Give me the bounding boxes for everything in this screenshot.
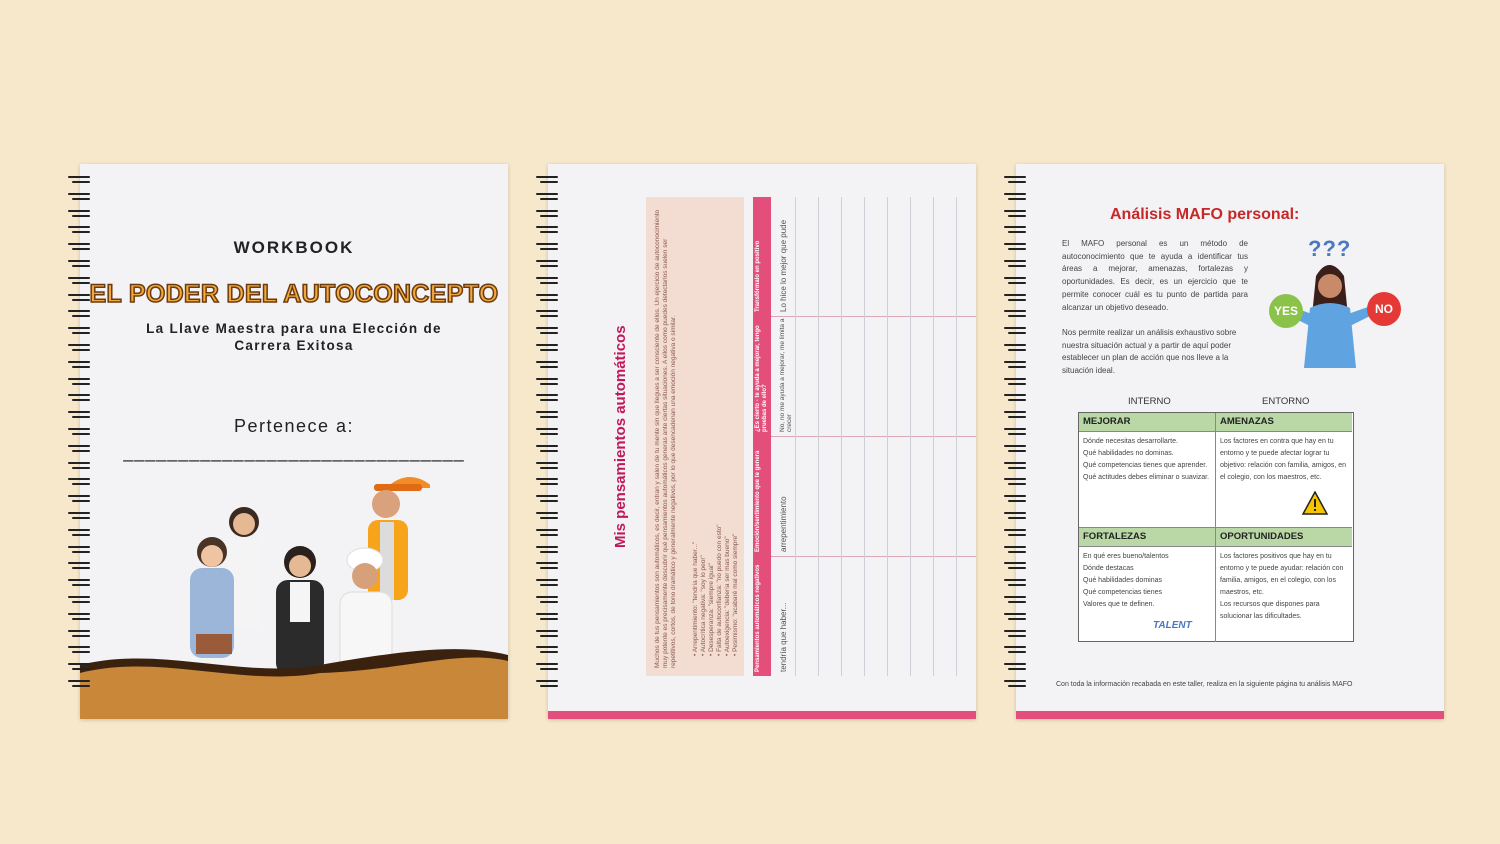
quadrant-line: Dónde destacas xyxy=(1083,565,1134,572)
spiral-coil xyxy=(68,546,90,554)
quadrant-strengths xyxy=(1079,528,1216,642)
example-cell: No, no me ayuda a mejorar, me limita a crecer xyxy=(779,318,793,432)
spiral-coil xyxy=(1004,344,1026,352)
yes-badge: YES xyxy=(1269,294,1303,328)
spiral-coil xyxy=(536,361,558,369)
example-cell: Lo hice lo mejor que pude xyxy=(779,219,788,312)
bullet-item: • Falta de autoconfianza: "no puedo con esto" xyxy=(716,524,723,656)
spiral-coil xyxy=(1004,193,1026,201)
bullet-item: • Autoexigencia: "debería ser mas bueno" xyxy=(724,536,731,656)
mafo-page xyxy=(1016,164,1444,719)
spiral-coil xyxy=(536,294,558,302)
cover-notebook xyxy=(68,164,509,719)
spiral-coil xyxy=(68,411,90,419)
spiral-coil xyxy=(68,630,90,638)
automatic-thoughts-page xyxy=(548,164,976,719)
bullet-item: • Autocrítica negativa: "soy lo peor" xyxy=(700,555,707,656)
spiral-coil xyxy=(68,344,90,352)
spiral-coil xyxy=(536,462,558,470)
row-line xyxy=(910,197,911,676)
spiral-coil xyxy=(68,663,90,671)
spiral-coil xyxy=(68,596,90,604)
column-header: ¿Es cierto - te ayuda a mejorar, tengo pruebas de ello? xyxy=(755,325,768,432)
spiral-coil xyxy=(536,210,558,218)
spiral-coil xyxy=(68,562,90,570)
spiral-coil xyxy=(1004,411,1026,419)
spiral-coil xyxy=(68,495,90,503)
spiral-coil xyxy=(1004,478,1026,486)
spiral-coil xyxy=(1004,428,1026,436)
quadrant-line: Dónde necesitas desarrollarte. xyxy=(1083,438,1178,445)
spiral-binding xyxy=(68,176,92,706)
spiral-coil xyxy=(68,394,90,402)
workbook-label: WORKBOOK xyxy=(233,238,355,257)
spiral-coil xyxy=(1004,613,1026,621)
bullet-item: • Desesperanza: "siempre igual" xyxy=(708,563,715,656)
spiral-coil xyxy=(536,630,558,638)
intro-box xyxy=(646,197,744,676)
spiral-coil xyxy=(1004,394,1026,402)
spiral-coil xyxy=(536,663,558,671)
mafo-purpose: Nos permite realizar un análisis exhaustivo sobre nuestra situación actual y a partir de aquí poder establecer un plan de acción que nos lleve a la situación ideal. xyxy=(1062,328,1237,376)
quadrant-improve xyxy=(1079,413,1216,528)
quadrant-title: FORTALEZAS xyxy=(1079,528,1215,547)
spiral-coil xyxy=(536,411,558,419)
quadrant-line: Valores que te definen. xyxy=(1083,601,1155,608)
quadrant-line: Los factores en contra que hay en tu entorno y te puede afectar lograr tu objetivo: relación con familia, amigos, en el colegio, con los maestros, etc. xyxy=(1220,438,1347,481)
talent-badge: TALENT xyxy=(1153,620,1192,631)
spiral-coil xyxy=(68,210,90,218)
spiral-coil xyxy=(68,294,90,302)
column-header: Transfórmalo en positivo xyxy=(755,240,761,312)
row-line xyxy=(818,197,819,676)
row-line xyxy=(956,197,957,676)
spiral-coil xyxy=(536,512,558,520)
spiral-coil xyxy=(536,579,558,587)
spiral-coil xyxy=(536,394,558,402)
spiral-coil xyxy=(1004,294,1026,302)
spiral-coil xyxy=(1004,680,1026,688)
row-line xyxy=(864,197,865,676)
spiral-coil xyxy=(536,613,558,621)
column-header: Emoción/sentimiento que te genera xyxy=(755,450,761,552)
spiral-coil xyxy=(68,478,90,486)
cover-page xyxy=(80,164,508,719)
spiral-coil xyxy=(536,646,558,654)
spiral-coil xyxy=(68,226,90,234)
spiral-coil xyxy=(536,310,558,318)
spiral-coil xyxy=(536,445,558,453)
row-line xyxy=(795,197,796,676)
spiral-coil xyxy=(536,243,558,251)
quadrant-threats xyxy=(1216,413,1352,528)
spiral-coil xyxy=(1004,260,1026,268)
spiral-coil xyxy=(536,495,558,503)
spiral-coil xyxy=(1004,310,1026,318)
intro-text: Muchos de tus pensamientos son automáticos, es decir, entran y salen de tu mente sin que llegues a ser consciente de ellos. Un ejercicio de autoconocimiento muy potente es precisamente descubrir qué pensamientos automáticos generas ante ciertas situaciones. A ellos como puedes detectarlos suelen ser repetitivos, cortos, de tono dramático y generalmente negativos, por lo que desencadenan una emoción negativa o similar. xyxy=(654,209,677,668)
spiral-coil xyxy=(536,327,558,335)
warning-icon xyxy=(1302,491,1328,515)
spiral-coil xyxy=(1004,579,1026,587)
mafo-notebook xyxy=(1004,164,1445,719)
spiral-coil xyxy=(1004,462,1026,470)
bullet-item: • Arrepentimiento: "tendría que haber..." xyxy=(692,541,699,656)
spiral-coil xyxy=(536,680,558,688)
spiral-coil xyxy=(68,361,90,369)
mafo-title: Análisis MAFO personal: xyxy=(1110,206,1300,223)
spiral-coil xyxy=(536,260,558,268)
quadrant-title: OPORTUNIDADES xyxy=(1216,528,1352,547)
spiral-coil xyxy=(536,428,558,436)
spiral-coil xyxy=(536,562,558,570)
spiral-coil xyxy=(536,176,558,184)
no-badge: NO xyxy=(1367,292,1401,326)
spiral-coil xyxy=(1004,495,1026,503)
mafo-footer-note: Con toda la información recabada en este taller, realiza en la siguiente página tu análisis MAFO xyxy=(1056,681,1353,688)
spiral-coil xyxy=(536,226,558,234)
cover-title: EL PODER DEL AUTOCONCEPTO xyxy=(89,280,499,308)
spiral-coil xyxy=(1004,226,1026,234)
spiral-coil xyxy=(1004,277,1026,285)
spiral-coil xyxy=(68,462,90,470)
quadrant-title: MEJORAR xyxy=(1079,413,1215,432)
spiral-coil xyxy=(68,243,90,251)
mafo-description: El MAFO personal es un método de autoconocimiento que te ayuda a identificar tus áreas a mejorar, amenazas, fortalezas y oportunidades. Es decir, es un ejercicio que te permite conocer cuál es tu punto de partida para alcanzar un objetivo deseado. xyxy=(1062,239,1248,312)
spiral-coil xyxy=(536,193,558,201)
spiral-coil xyxy=(1004,646,1026,654)
spiral-coil xyxy=(1004,176,1026,184)
quadrant-line: Qué actitudes debes eliminar o suavizar. xyxy=(1083,474,1210,481)
quadrant-line: En qué eres bueno/talentos xyxy=(1083,553,1169,560)
quadrant-line: Los recursos que dispones para solucionar las dificultades. xyxy=(1220,601,1320,620)
spiral-coil xyxy=(1004,512,1026,520)
spiral-coil xyxy=(68,310,90,318)
spiral-coil xyxy=(68,646,90,654)
spiral-coil xyxy=(68,512,90,520)
quadrant-line: Qué competencias tienes xyxy=(1083,589,1162,596)
spiral-coil xyxy=(68,445,90,453)
spiral-coil xyxy=(536,529,558,537)
spiral-coil xyxy=(68,613,90,621)
spiral-coil xyxy=(1004,630,1026,638)
row-line xyxy=(841,197,842,676)
spiral-coil xyxy=(1004,596,1026,604)
column-header: Pensamientos automáticos negativos xyxy=(755,564,761,672)
spiral-coil xyxy=(536,596,558,604)
spiral-coil xyxy=(68,260,90,268)
quadrant-line: Qué competencias tienes que aprender. xyxy=(1083,462,1208,469)
column-divider xyxy=(771,556,976,557)
spiral-coil xyxy=(68,680,90,688)
spiral-coil xyxy=(68,193,90,201)
column-divider xyxy=(771,316,976,317)
bullet-item: • Pesimismo: "acabaré mal como siempre" xyxy=(732,533,739,656)
cover-subtitle: La Llave Maestra para una Elección de Carrera Exitosa xyxy=(146,321,442,353)
spiral-coil xyxy=(536,344,558,352)
spiral-coil xyxy=(68,529,90,537)
spiral-coil xyxy=(536,277,558,285)
quadrant-line: Los factores positivos que hay en tu entorno y te puede ayudar: relación con familia, amigos, en el colegio, con los maestros, etc. xyxy=(1220,553,1344,596)
bullet-list xyxy=(692,524,740,656)
spiral-coil xyxy=(1004,663,1026,671)
rotated-worksheet xyxy=(606,197,976,676)
orange-wave-decoration xyxy=(80,647,508,719)
spiral-binding xyxy=(1004,176,1028,706)
spiral-coil xyxy=(68,579,90,587)
spiral-coil xyxy=(1004,562,1026,570)
row-line xyxy=(887,197,888,676)
spiral-coil xyxy=(1004,243,1026,251)
quadrant-opportunities xyxy=(1216,528,1352,642)
spiral-coil xyxy=(1004,361,1026,369)
spiral-coil xyxy=(68,327,90,335)
example-cell: arrepentimiento xyxy=(779,496,788,552)
spiral-coil xyxy=(536,378,558,386)
row-line xyxy=(933,197,934,676)
column-divider xyxy=(771,436,976,437)
spiral-coil xyxy=(1004,210,1026,218)
mafo-grid xyxy=(1078,412,1354,642)
belongs-label: Pertenece a: xyxy=(233,416,355,436)
spiral-coil xyxy=(1004,327,1026,335)
spiral-coil xyxy=(1004,529,1026,537)
quadrant-line: Qué habilidades no dominas. xyxy=(1083,450,1174,457)
spiral-coil xyxy=(1004,546,1026,554)
spiral-coil xyxy=(1004,378,1026,386)
example-cell: tendría que haber... xyxy=(779,602,788,672)
spiral-binding xyxy=(536,176,560,706)
spiral-coil xyxy=(536,478,558,486)
section-title: Mis pensamientos automáticos xyxy=(612,325,629,548)
spiral-coil xyxy=(68,428,90,436)
automatic-thoughts-notebook xyxy=(536,164,977,719)
spiral-coil xyxy=(68,277,90,285)
quadrant-title: AMENAZAS xyxy=(1216,413,1352,432)
question-marks-icon: ??? xyxy=(1308,236,1352,261)
spiral-coil xyxy=(68,176,90,184)
external-column-label: ENTORNO xyxy=(1262,396,1310,407)
internal-column-label: INTERNO xyxy=(1128,396,1171,407)
spiral-coil xyxy=(1004,445,1026,453)
spiral-coil xyxy=(68,378,90,386)
spiral-coil xyxy=(536,546,558,554)
name-blank-line: _______________________________ xyxy=(123,442,465,462)
quadrant-line: Qué habilidades dominas xyxy=(1083,577,1162,584)
